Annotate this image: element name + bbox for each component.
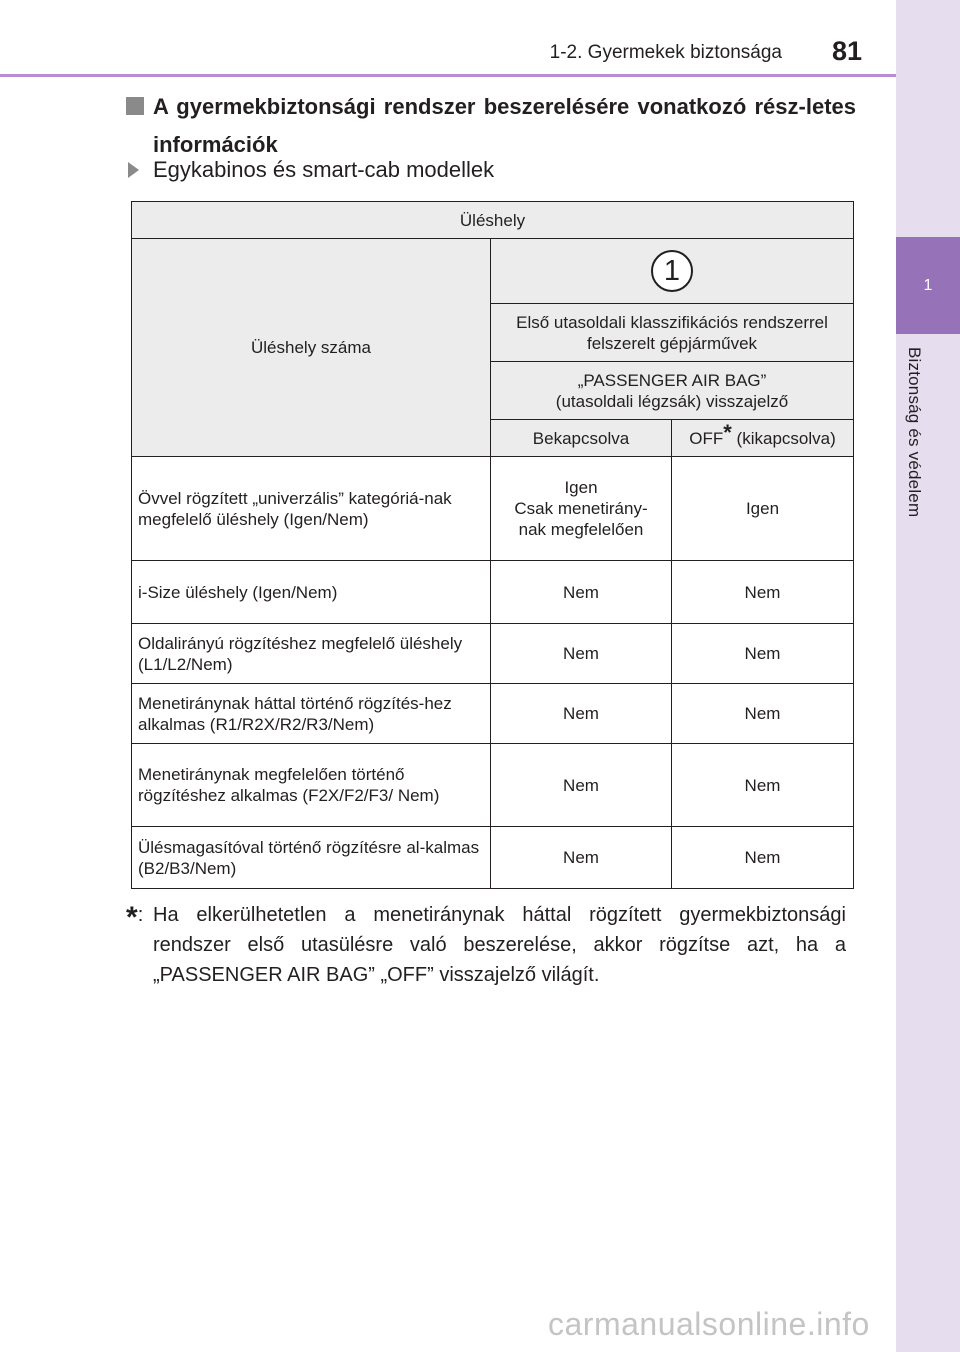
table-row	[132, 202, 854, 239]
page-number: 81	[832, 36, 863, 66]
footnote-text: Ha elkerülhetetlen a menetiránynak háttal rögzített gyermekbiztonsági rendszer első utasülésre való beszerelése, akkor rögzítse azt, ha a „PASSENGER AIR BAG” „OFF” visszajelző világít.	[153, 904, 846, 986]
table-row	[132, 684, 854, 744]
footnote-asterisk: *	[126, 901, 138, 934]
row-label: i-Size üléshely (Igen/Nem)	[132, 561, 491, 624]
row-value-off: Nem	[672, 744, 854, 827]
footnote	[126, 900, 846, 990]
airbag-indicator-header	[491, 362, 854, 420]
table-row	[132, 457, 854, 561]
side-tab-bar	[896, 0, 960, 1352]
row-value-off: Nem	[672, 827, 854, 889]
row-value-on: Nem	[491, 561, 672, 624]
table-row	[132, 827, 854, 889]
row-label: Menetiránynak háttal történő rögzítés-hez alkalmas (R1/R2X/R2/R3/Nem)	[132, 684, 491, 744]
column-header-off-suffix: (kikapcsolva)	[731, 428, 836, 448]
sub-heading	[126, 154, 494, 186]
row-value-off: Igen	[672, 457, 854, 561]
column-header-off	[672, 420, 854, 457]
seat-number-circle: 1	[651, 250, 693, 292]
running-header-title: 1-2. Gyermekek biztonsága	[549, 42, 782, 63]
table-row	[132, 624, 854, 684]
row-value-on: Nem	[491, 684, 672, 744]
row-value-on: Nem	[491, 744, 672, 827]
airbag-indicator-line1: „PASSENGER AIR BAG”	[577, 370, 767, 390]
row-value-on-line1: Igen	[564, 478, 598, 497]
section-heading	[126, 88, 856, 164]
row-value-off: Nem	[672, 624, 854, 684]
chapter-number-tab: 1	[896, 237, 960, 334]
row-label: Ülésmagasítóval történő rögzítésre al-kalmas (B2/B3/Nem)	[132, 827, 491, 889]
footnote-colon: :	[137, 904, 144, 926]
row-value-off: Nem	[672, 561, 854, 624]
row-value-on-line2: Csak menetirány-nak megfelelően	[514, 499, 648, 539]
asterisk-footnote-marker: *	[723, 419, 732, 445]
seat-number-label: Üléshely száma	[132, 239, 491, 457]
column-header-on: Bekapcsolva	[491, 420, 672, 457]
watermark: carmanualsonline.info	[548, 1306, 870, 1342]
row-value-off: Nem	[672, 684, 854, 744]
row-value-on: Nem	[491, 827, 672, 889]
square-bullet-icon	[126, 97, 144, 115]
row-value-on	[491, 457, 672, 561]
row-value-on: Nem	[491, 624, 672, 684]
child-seat-compatibility-table	[131, 201, 854, 889]
table-row	[132, 744, 854, 827]
table-row	[132, 239, 854, 304]
chapter-title-vertical: Biztonság és védelem	[905, 347, 924, 518]
classification-header: Első utasoldali klasszifikációs rendszerrel felszerelt gépjárművek	[491, 304, 854, 362]
column-header-off-prefix: OFF	[689, 428, 724, 448]
row-label: Oldalirányú rögzítéshez megfelelő üléshely (L1/L2/Nem)	[132, 624, 491, 684]
table-row	[132, 561, 854, 624]
footnote-marker	[126, 900, 143, 933]
sub-heading-text: Egykabinos és smart-cab modellek	[153, 157, 495, 182]
table-top-header: Üléshely	[132, 202, 854, 239]
seat-number-cell	[491, 239, 854, 304]
header-rule	[0, 74, 896, 77]
airbag-indicator-line2: (utasoldali légzsák) visszajelző	[555, 391, 789, 411]
row-label: Menetiránynak megfelelően történő rögzítéshez alkalmas (F2X/F2/F3/ Nem)	[132, 744, 491, 827]
triangle-bullet-icon	[128, 162, 139, 178]
section-heading-text: A gyermekbiztonsági rendszer beszerelésére vonatkozó rész-letes információk	[153, 94, 856, 157]
row-label: Övvel rögzített „univerzális” kategóriá-nak megfelelő üléshely (Igen/Nem)	[132, 457, 491, 561]
